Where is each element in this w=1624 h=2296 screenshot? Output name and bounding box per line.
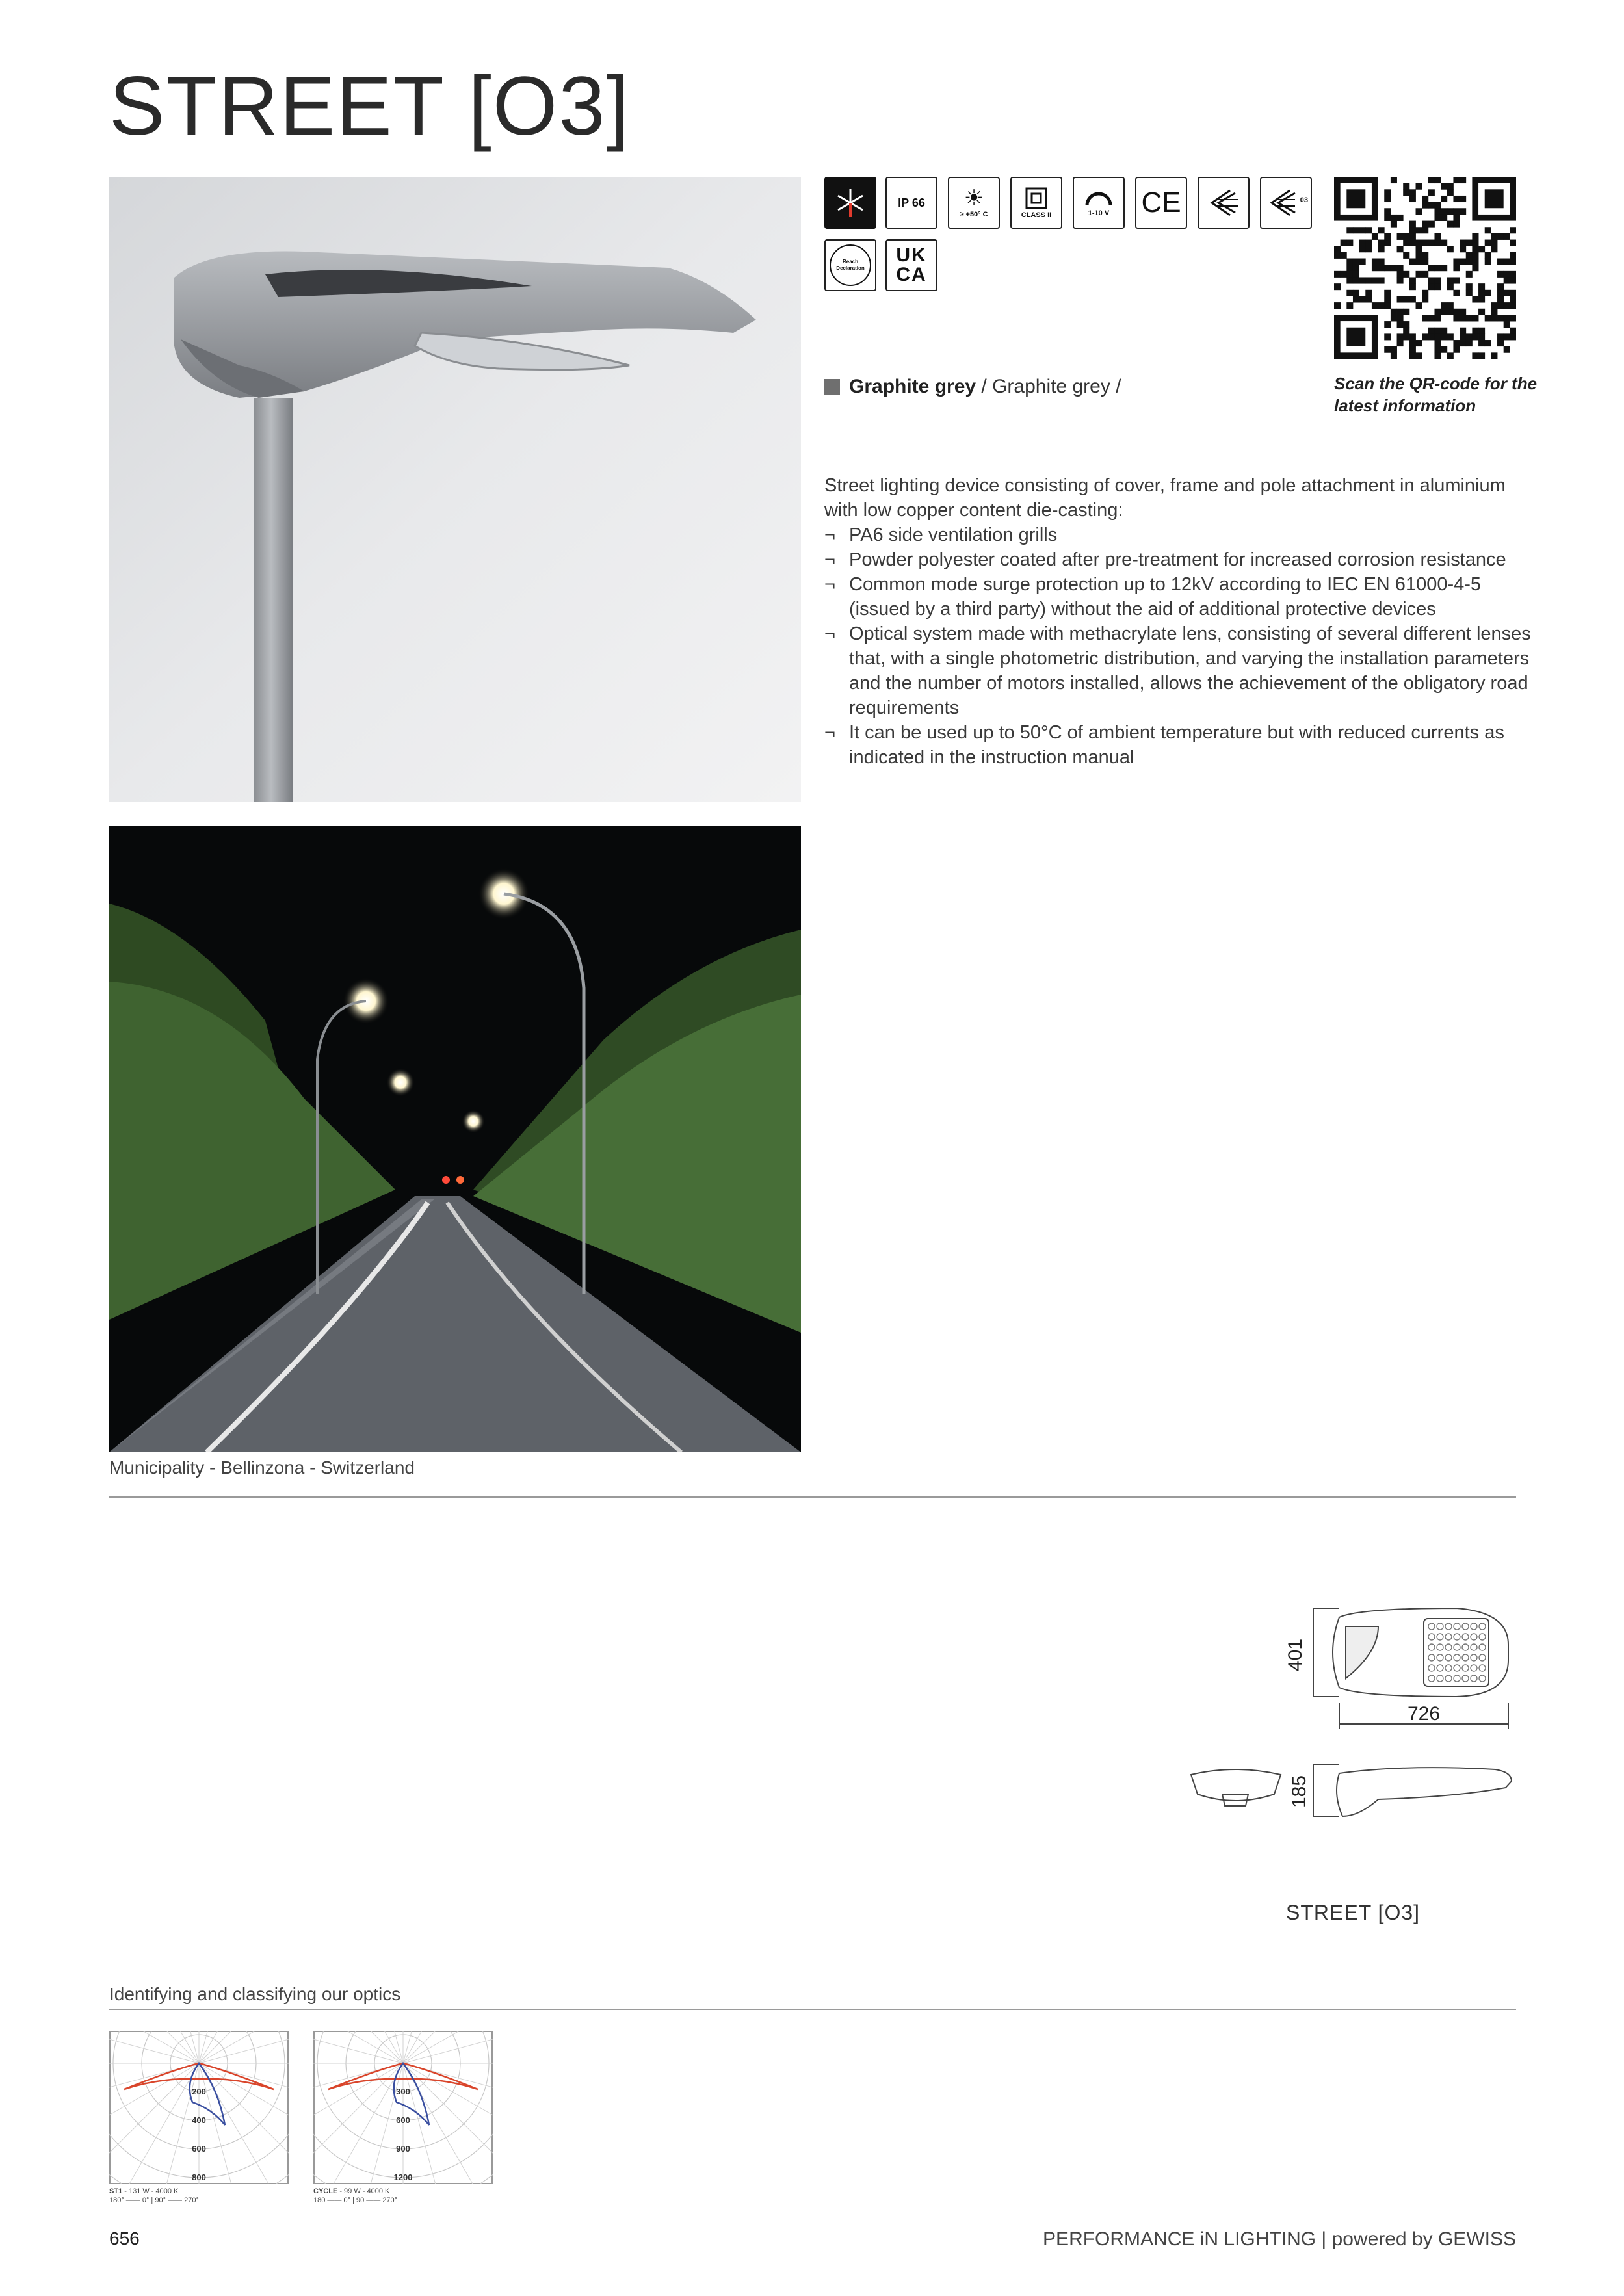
product-description [824,473,1533,770]
enec-03-label: 03 [1300,196,1308,204]
dimension-length: 726 [1407,1703,1441,1725]
section-divider [109,1496,1516,1498]
dimension-drawing [1183,1599,1521,1836]
polar-diagram-cycle [313,2031,493,2187]
class-ii-label: CLASS II [1021,211,1052,219]
ukca-mark-icon: UK CA [885,239,937,291]
description-bullet: ¬ PA6 side ventilation grills [824,523,1533,547]
color-name-rest: / Graphite grey / [976,376,1121,397]
polar-ring-label: 200 [192,2087,206,2096]
polar-ring-label: 300 [396,2087,410,2096]
enec-mark-icon [1198,177,1250,229]
optic-id: ST1 [109,2187,123,2195]
temperature-label: ≥ +50° C [960,211,988,218]
ce-mark-icon: CE [1135,177,1187,229]
description-intro: Street lighting device consisting of cover, frame and pole attachment in aluminium with low copper content die-casting: [824,475,1506,521]
optic-legend: 180° —— 0° | 90° —— 270° [109,2197,199,2204]
reach-label: Reach Declaration [830,244,871,286]
polar-caption-cycle [313,2187,397,2205]
dimension-height: 401 [1285,1638,1306,1672]
qr-code[interactable] [1334,177,1516,362]
color-name: Graphite grey [849,376,976,397]
description-bullet: ¬ Powder polyester coated after pre-treatment for increased corrosion resistance [824,547,1533,572]
dimension-depth: 185 [1289,1775,1310,1808]
footer-brand: PERFORMANCE iN LIGHTING | powered by GEWISS [1043,2228,1516,2250]
photo-caption: Municipality - Bellinzona - Switzerland [109,1457,415,1478]
optic-legend: 180 —— 0° | 90 —— 270° [313,2197,398,2204]
color-option [824,376,1121,398]
polar-ring-label: 600 [396,2115,410,2125]
polar-diagram-st1 [109,2031,289,2187]
ballast-icon [824,177,876,229]
dimension-label: STREET [O3] [1286,1901,1421,1924]
polar-ring-label: 600 [192,2144,206,2154]
class-ii-icon [1010,177,1062,229]
dimming-icon [1073,177,1125,229]
polar-ring-label: 800 [192,2172,206,2182]
temperature-icon: ☀ ≥ +50° C [948,177,1000,229]
qr-note: Scan the QR-code for the latest information [1334,374,1538,415]
polar-ring-label: 400 [192,2115,206,2125]
optic-spec: - 99 W - 4000 K [337,2187,390,2195]
optic-spec: - 131 W - 4000 K [122,2187,179,2195]
description-bullet: ¬ Common mode surge protection up to 12kV according to IEC EN 61000-4-5 (issued by a third party) without the aid of additional protective devices [824,572,1533,621]
optics-title: Identifying and classifying our optics [109,1984,401,2004]
dimming-label: 1-10 V [1088,209,1110,217]
description-bullet: ¬ It can be used up to 50°C of ambient temperature but with reduced currents as indicated in the instruction manual [824,720,1533,770]
optics-divider [109,2009,1516,2010]
page-number: 656 [109,2228,140,2249]
polar-ring-label: 1200 [393,2172,413,2182]
reach-declaration-icon [824,239,876,291]
color-swatch [824,379,840,395]
installation-photo [109,826,801,1452]
enec-03-mark-icon [1260,177,1312,229]
polar-caption-st1 [109,2187,199,2205]
ip-rating-badge: IP 66 [885,177,937,229]
optic-id: CYCLE [313,2187,338,2195]
polar-ring-label: 900 [396,2144,410,2154]
product-photo [109,177,801,802]
description-bullet: ¬ Optical system made with methacrylate lens, consisting of several different lenses that, with a single photometric distribution, and varying the installation parameters and the number of motors installed, allows the achievement of the obligatory road requirements [824,621,1533,720]
page-title: STREET [O3] [109,60,631,153]
